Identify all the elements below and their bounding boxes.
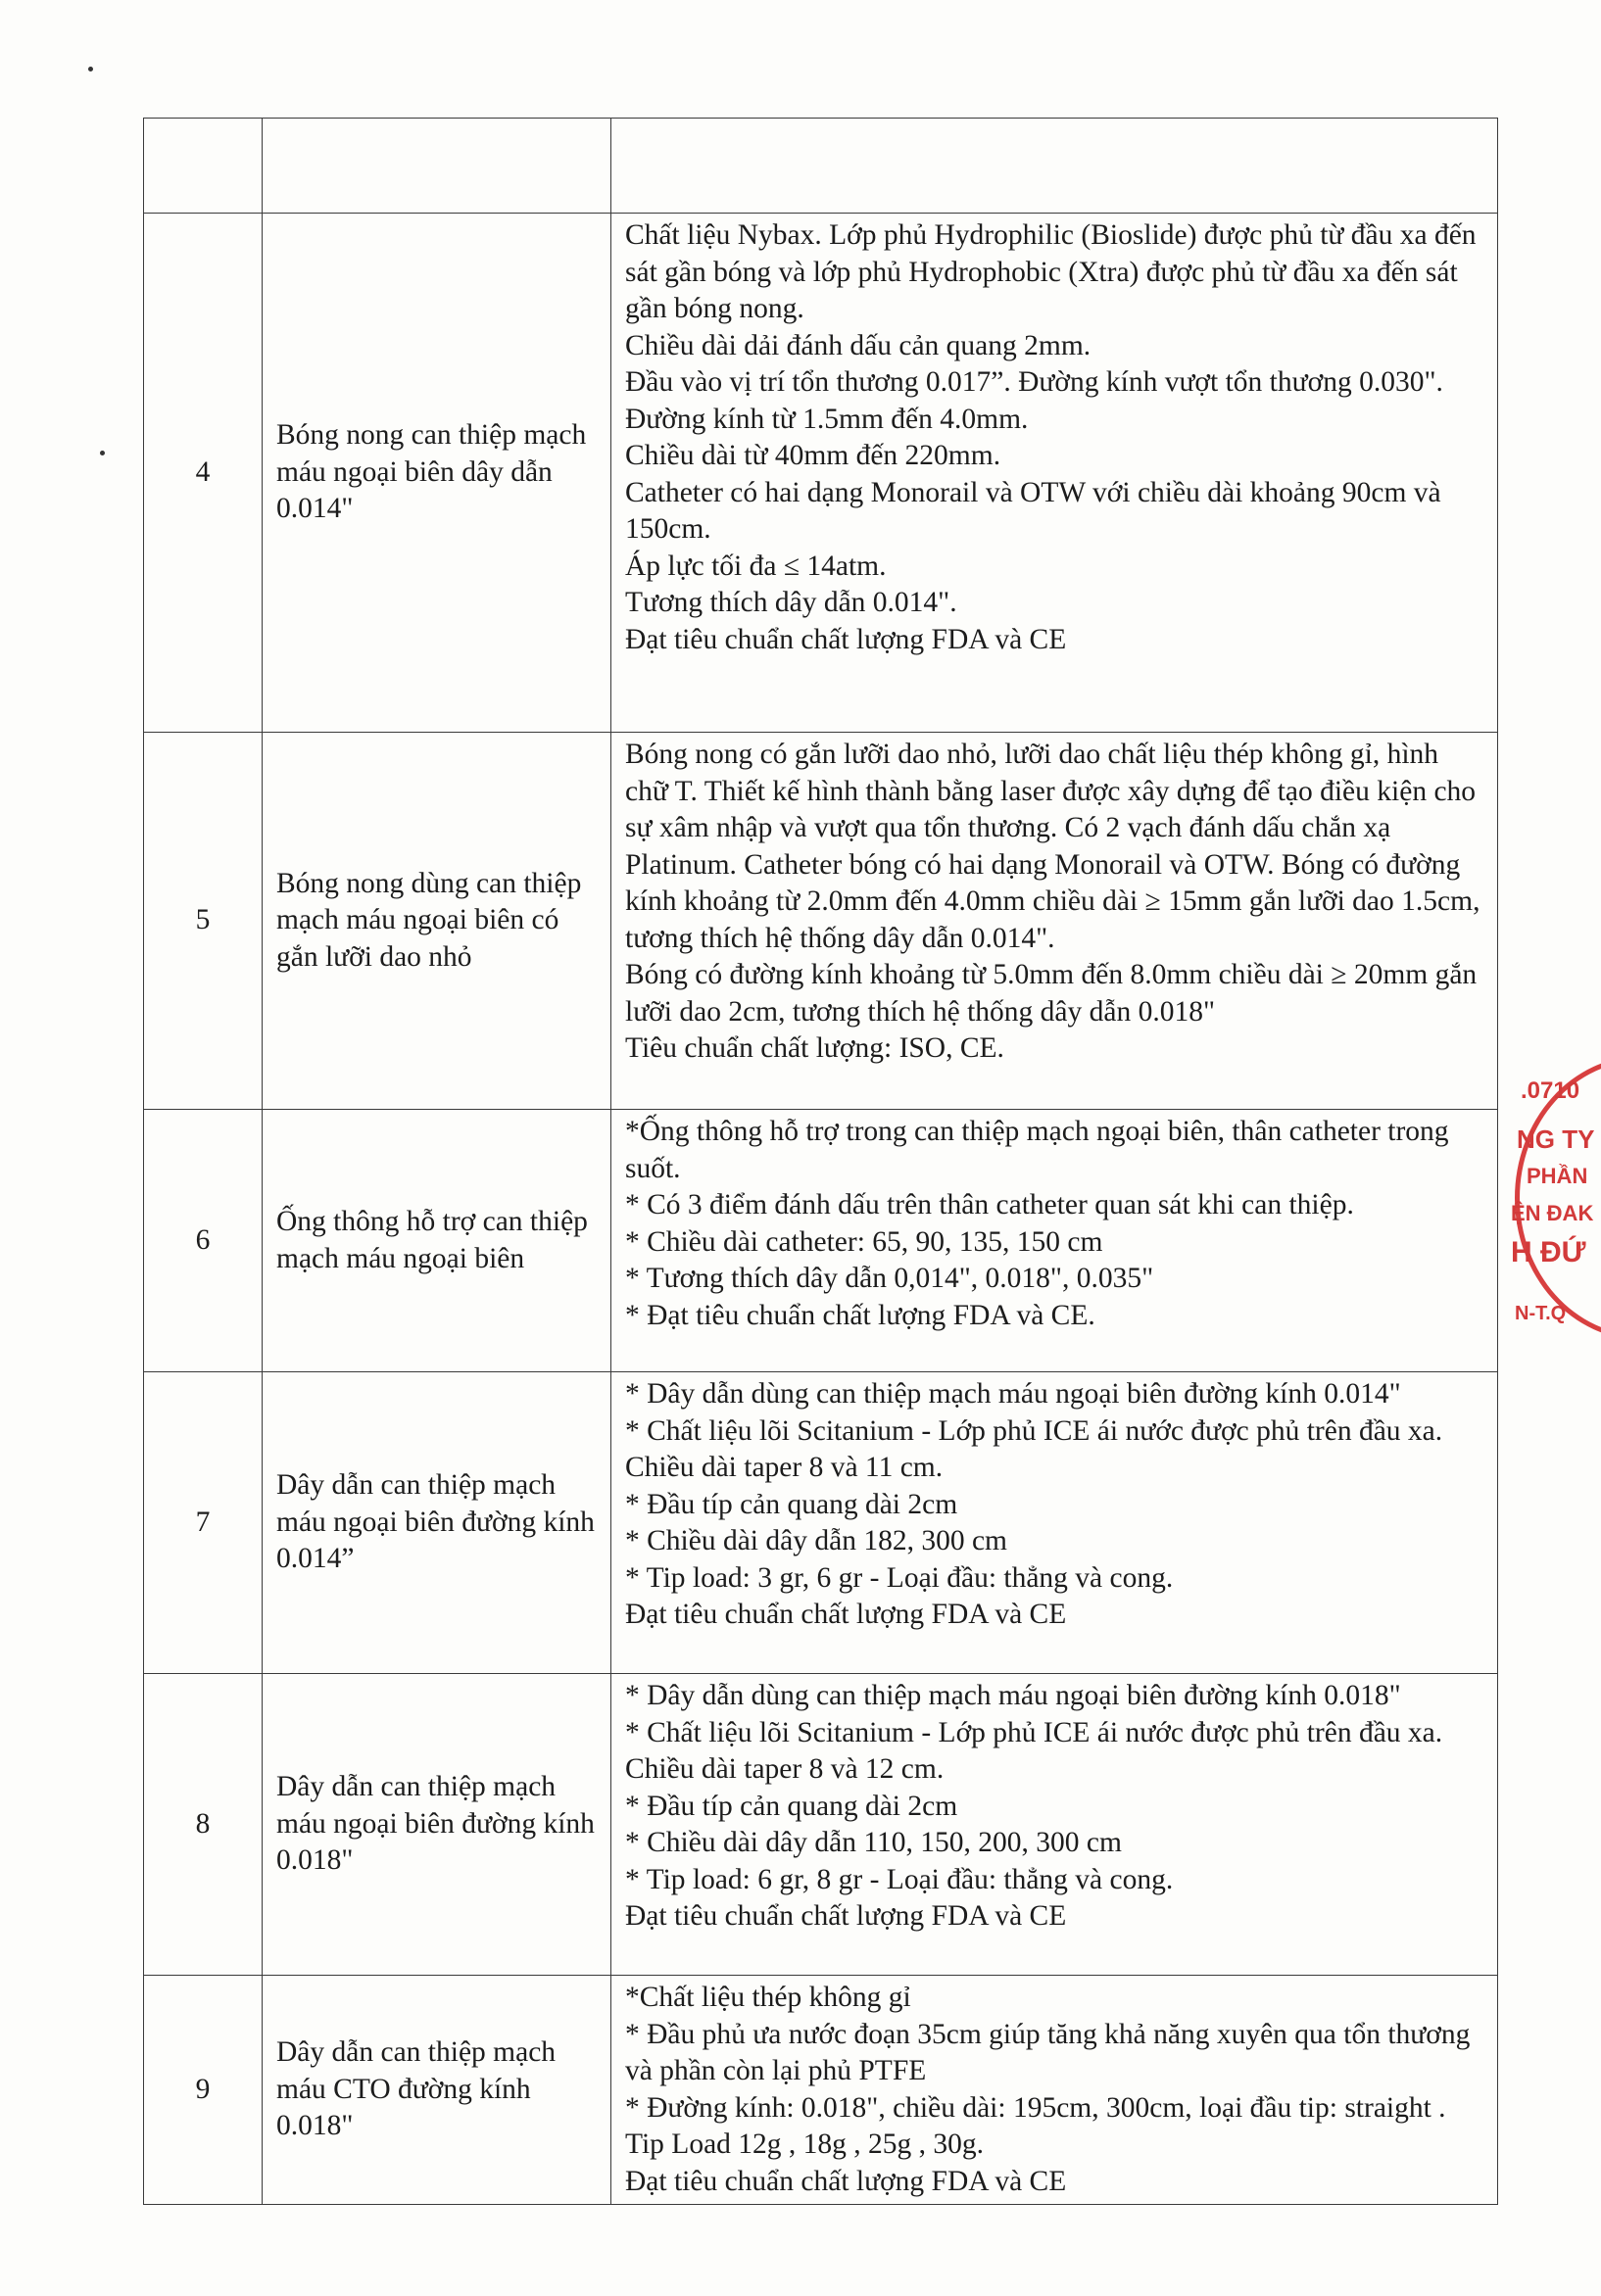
description-line: Bóng nong có gắn lưỡi dao nhỏ, lưỡi dao chất liệu thép không gỉ, hình chữ T. Thiết kế hình thành bằng laser được xây dựng để tạo điều kiện cho sự xâm nhập và vượt qua tổn thương. Có 2 vạch đánh dấu chắn xạ Platinum. Catheter bóng có hai dạng Monorail và OTW. Bóng có đường kính khoảng từ 2.0mm đến 4.0mm chiều dài ≥ 15mm gắn lưỡi dao 1.5cm, tương thích hệ thống dây dẫn 0.014". [625,739,1487,954]
description-line: Đường kính từ 1.5mm đến 4.0mm. [625,403,1029,435]
item-description [611,214,1498,733]
table-row [144,1674,1498,1976]
item-description [611,1976,1498,2205]
description-line: * Đầu phủ ưa nước đoạn 35cm giúp tăng khả năng xuyên qua tổn thương và phần còn lại phủ PTFE [625,2018,1478,2086]
item-description [611,1372,1498,1674]
description-line: *Chất liệu thép không gỉ [625,1982,911,2013]
description-line: Chiều dài từ 40mm đến 220mm. [625,440,1001,471]
row-number: 6 [144,1110,263,1372]
description-line: * Dây dẫn dùng can thiệp mạch máu ngoại biên đường kính 0.014" [625,1378,1401,1410]
item-description [611,733,1498,1110]
row-number: 5 [144,733,263,1110]
item-name [263,119,611,214]
description-line: Đạt tiêu chuẩn chất lượng FDA và CE [625,2165,1067,2197]
seal-text: .0710 [1521,1077,1580,1104]
description-line: * Chiều dài dây dẫn 110, 150, 200, 300 cm [625,1827,1122,1858]
table-row [144,214,1498,733]
description-line: Đạt tiêu chuẩn chất lượng FDA và CE [625,623,1067,655]
description-line: Tiêu chuẩn chất lượng: ISO, CE. [625,1032,1004,1064]
row-number: 4 [144,214,263,733]
item-name: Bóng nong can thiệp mạch máu ngoại biên dây dẫn 0.014" [263,214,611,733]
description-line: * Chiều dài catheter: 65, 90, 135, 150 cm [625,1225,1103,1258]
description-line: Đầu vào vị trí tổn thương 0.017”. Đường kính vượt tổn thương 0.030". [625,366,1443,398]
scan-dot [100,451,105,455]
description-line: * Chiều dài dây dẫn 182, 300 cm [625,1525,1007,1556]
description-line: Catheter có hai dạng Monorail và OTW với chiều dài khoảng 90cm và 150cm. [625,476,1448,545]
description-line: Áp lực tối đa ≤ 14atm. [625,550,887,582]
company-seal [1501,1056,1601,1350]
description-line: * Tương thích dây dẫn 0,014", 0.018", 0.035" [625,1263,1154,1294]
row-number [144,119,263,214]
description-line: Chất liệu Nybax. Lớp phủ Hydrophilic (Bioslide) được phủ từ đầu xa đến sát gần bóng và lớp phủ Hydrophobic (Xtra) được phủ từ đầu xa đến sát gần bóng nong. [625,219,1483,324]
item-name: Bóng nong dùng can thiệp mạch máu ngoại biên có gắn lưỡi dao nhỏ [263,733,611,1110]
row-number: 9 [144,1976,263,2205]
table-row [144,733,1498,1110]
item-name: Dây dẫn can thiệp mạch máu CTO đường kính 0.018" [263,1976,611,2205]
description-line: * Dây dẫn dùng can thiệp mạch máu ngoại biên đường kính 0.018" [625,1680,1401,1711]
seal-text: N-T.Q [1515,1303,1567,1324]
table-row [144,1976,1498,2205]
item-name: Ống thông hỗ trợ can thiệp mạch máu ngoại biên [263,1110,611,1372]
description-line: Bóng có đường kính khoảng từ 5.0mm đến 8.0mm chiều dài ≥ 20mm gắn lưỡi dao 2cm, tương thích hệ thống dây dẫn 0.018" [625,959,1484,1028]
item-name: Dây dẫn can thiệp mạch máu ngoại biên đường kính 0.014” [263,1372,611,1674]
description-line: Đạt tiêu chuẩn chất lượng FDA và CE [625,1900,1067,1932]
seal-text: PHẦN [1527,1164,1588,1188]
specification-table [143,118,1498,2205]
description-line: * Đạt tiêu chuẩn chất lượng FDA và CE. [625,1299,1095,1331]
seal-text: NG TY [1517,1124,1595,1154]
item-description [611,1110,1498,1372]
description-line: * Đầu típ cản quang dài 2cm [625,1488,958,1520]
row-number: 7 [144,1372,263,1674]
description-line: *Ống thông hỗ trợ trong can thiệp mạch ngoại biên, thân catheter trong suốt. [625,1116,1456,1184]
description-line: Chiều dài dải đánh dấu cản quang 2mm. [625,329,1092,361]
description-line: * Đường kính: 0.018", chiều dài: 195cm, 300cm, loại đầu tip: straight . Tip Load 12g , 18g , 25g , 30g. [625,2091,1453,2160]
table-row [144,119,1498,214]
description-line: Đạt tiêu chuẩn chất lượng FDA và CE [625,1599,1067,1630]
seal-text: ỆN ĐAK [1511,1201,1594,1225]
table-row [144,1372,1498,1674]
description-line: * Chất liệu lõi Scitanium - Lớp phủ ICE ái nước được phủ trên đầu xa. Chiều dài taper 8 và 11 cm. [625,1414,1450,1483]
description-line: * Tip load: 3 gr, 6 gr - Loại đầu: thẳng và cong. [625,1561,1174,1594]
seal-text: H ĐỨ [1511,1236,1586,1268]
description-line: Tương thích dây dẫn 0.014". [625,587,957,618]
description-line: * Chất liệu lõi Scitanium - Lớp phủ ICE ái nước được phủ trên đầu xa. Chiều dài taper 8 và 12 cm. [625,1716,1450,1785]
description-line: * Có 3 điểm đánh dấu trên thân catheter quan sát khi can thiệp. [625,1189,1354,1220]
table-row [144,1110,1498,1372]
scan-dot [88,67,93,72]
item-description [611,119,1498,214]
item-name: Dây dẫn can thiệp mạch máu ngoại biên đường kính 0.018" [263,1674,611,1976]
description-line: * Đầu típ cản quang dài 2cm [625,1790,958,1822]
row-number: 8 [144,1674,263,1976]
description-line: * Tip load: 6 gr, 8 gr - Loại đầu: thẳng và cong. [625,1863,1174,1895]
item-description [611,1674,1498,1976]
